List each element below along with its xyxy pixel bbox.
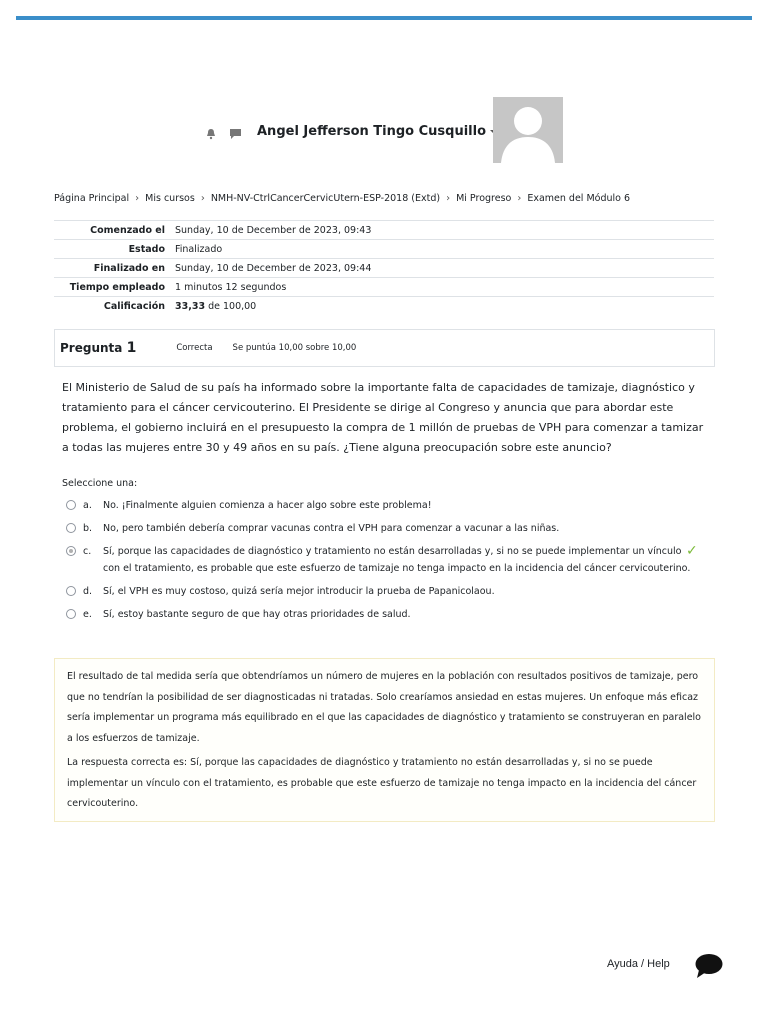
table-row (54, 278, 714, 297)
question-number-value: 1 (126, 340, 137, 356)
answer-option-e[interactable] (66, 606, 716, 623)
answer-option-a[interactable] (66, 497, 716, 514)
user-name[interactable]: Angel Jefferson Tingo Cusquillo (257, 123, 487, 139)
breadcrumb-item-home[interactable]: Página Principal (54, 193, 130, 204)
answer-text: Sí, estoy bastante seguro de que hay otras prioridades de salud. (103, 609, 411, 620)
table-row (54, 259, 714, 278)
question-text: El Ministerio de Salud de su país ha informado sobre la importante falta de capacidades de tamizaje, diagnóstico y tratamiento para el cáncer cervicouterino. El Presidente se dirige al Congreso y anuncia que para abordar este problema, el gobierno incluirá en el presupuesto la compra de 1 millón de pruebas de VPH para comenzar a tamizar a todas las mujeres entre 30 y 49 años en su país. ¿Tiene alguna preocupación sobre este anuncio? (62, 381, 704, 454)
question-grade: Se puntúa 10,00 sobre 10,00 (232, 343, 357, 353)
summary-label: Calificación (103, 300, 165, 312)
breadcrumb-item-exam[interactable]: Examen del Módulo 6 (527, 193, 631, 204)
answer-letter: d. (83, 586, 93, 597)
breadcrumb (54, 193, 630, 204)
summary-value: 1 minutos 12 segundos (175, 281, 287, 293)
bell-icon[interactable] (205, 125, 219, 139)
user-menu (205, 96, 498, 164)
feedback-box (54, 658, 715, 822)
attempt-summary-table (54, 220, 714, 316)
general-feedback: El resultado de tal medida sería que obtendríamos un número de mujeres en la población con resultados positivos de tamizaje, pero que no tendrían la posibilidad de ser diagnosticadas ni tratadas. Solo crearíamos ansiedad en estas mujeres. Un enfoque más eficaz sería implementar un programa más equilibrado en el que las capacidades de diagnóstico y tratamiento se construyeran en paralelo a los esfuerzos de tamizaje. (67, 671, 701, 744)
answer-text: Sí, el VPH es muy costoso, quizá sería mejor introducir la prueba de Papanicolaou. (103, 586, 495, 597)
table-row (54, 221, 714, 240)
summary-value: Sunday, 10 de December de 2023, 09:44 (175, 262, 372, 274)
correct-answer-feedback: La respuesta correcta es: Sí, porque las capacidades de diagnóstico y tratamiento no están desarrolladas y, si no se puede implementar un vínculo con el tratamiento, es probable que este esfuerzo de tamizaje no tenga impacto en la incidencia del cáncer cervicouterino. (67, 757, 697, 809)
answer-text: No, pero también debería comprar vacunas contra el VPH para comenzar a vacunar a las niñas. (103, 523, 560, 534)
chevron-right-icon: › (135, 193, 140, 204)
chevron-right-icon: › (200, 193, 205, 204)
radio-button[interactable] (66, 586, 76, 596)
summary-label: Finalizado en (93, 262, 165, 274)
answer-text: Sí, porque las capacidades de diagnóstico y tratamiento no están desarrolladas y, si no se puede implementar un vínculo con el tratamiento, es probable que este esfuerzo de tamizaje no tenga impacto en la incidencia del cáncer cervicouterino. (103, 546, 691, 574)
summary-label: Estado (128, 243, 165, 255)
breadcrumb-item-courses[interactable]: Mis cursos (145, 193, 195, 204)
answer-option-b[interactable] (66, 520, 716, 537)
question-state: Correcta (176, 343, 213, 353)
radio-button[interactable] (66, 609, 76, 619)
answer-option-d[interactable] (66, 583, 716, 600)
summary-label: Comenzado el (90, 224, 165, 236)
top-accent-bar (16, 16, 752, 20)
answer-letter: e. (83, 609, 92, 620)
answer-list (66, 497, 716, 629)
breadcrumb-item-course[interactable]: NMH-NV-CtrlCancerCervicUtern-ESP-2018 (Extd) (210, 193, 441, 204)
chat-icon[interactable] (229, 125, 243, 139)
summary-value: Sunday, 10 de December de 2023, 09:43 (175, 224, 372, 236)
question-info (54, 329, 715, 367)
grade-total: de 100,00 (208, 300, 257, 312)
summary-value: Finalizado (175, 243, 223, 255)
help-link[interactable]: Ayuda / Help (607, 958, 670, 970)
chat-bubble-icon[interactable] (694, 953, 724, 979)
avatar[interactable] (493, 97, 563, 163)
chevron-right-icon: › (517, 193, 522, 204)
correct-check-icon: ✓ (686, 543, 698, 559)
radio-button[interactable] (66, 523, 76, 533)
summary-value (171, 297, 714, 316)
table-row (54, 297, 714, 316)
question-label: Pregunta (60, 341, 123, 355)
answer-option-c[interactable] (66, 543, 716, 577)
radio-button-checked[interactable] (66, 546, 76, 556)
chevron-right-icon: › (446, 193, 451, 204)
answer-text: No. ¡Finalmente alguien comienza a hacer algo sobre este problema! (103, 500, 432, 511)
summary-label: Tiempo empleado (69, 281, 165, 293)
answer-letter: a. (83, 500, 92, 511)
answer-prompt: Seleccione una: (62, 478, 138, 489)
answer-letter: b. (83, 523, 93, 534)
answer-letter: c. (83, 546, 92, 557)
question-number (60, 340, 136, 356)
breadcrumb-item-progress[interactable]: Mi Progreso (456, 193, 512, 204)
table-row (54, 240, 714, 259)
radio-button[interactable] (66, 500, 76, 510)
grade-score: 33,33 (175, 300, 206, 312)
